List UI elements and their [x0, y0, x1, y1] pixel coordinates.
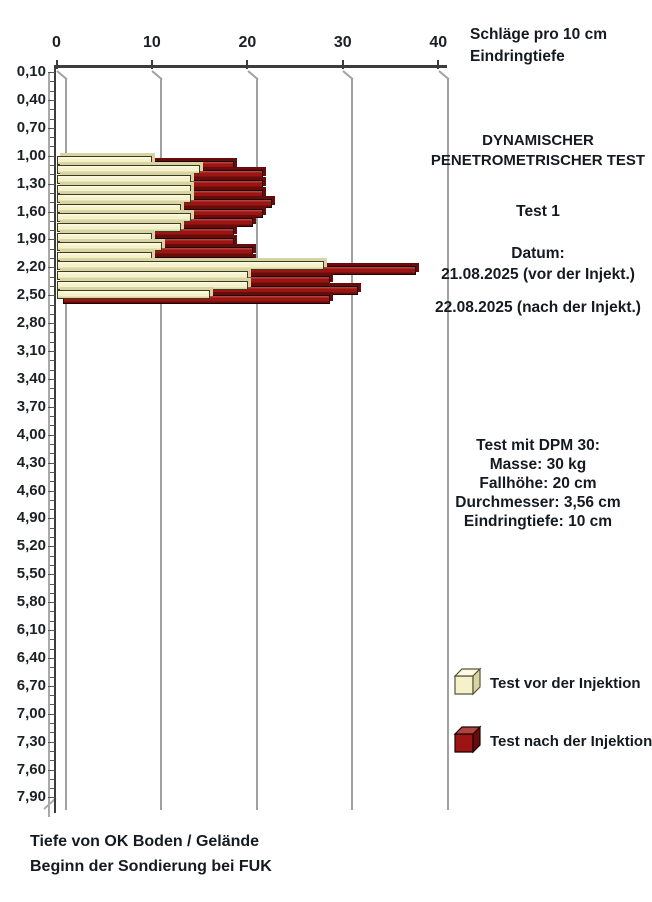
depth-tick [50, 416, 55, 417]
depth-tick [48, 742, 55, 743]
bar-vor-2-40 [57, 281, 248, 290]
x-tick-30 [342, 60, 344, 69]
depth-tick [48, 518, 55, 519]
depth-tick [50, 649, 55, 650]
depth-tick [48, 797, 55, 798]
depth-tick [48, 295, 55, 296]
depth-tick [50, 639, 55, 640]
depth-label-4-00: 4,00 [16, 425, 46, 443]
depth-tick [48, 714, 55, 715]
depth-tick [48, 239, 55, 240]
footer-note-1: Tiefe von OK Boden / Gelände [30, 833, 260, 850]
depth-tick [50, 481, 55, 482]
x-tick-10 [151, 60, 153, 69]
x-tick-label-10: 10 [143, 34, 161, 51]
depth-tick [50, 174, 55, 175]
depth-label-7-30: 7,30 [16, 732, 46, 750]
depth-tick [48, 770, 55, 771]
depth-label-5-50: 5,50 [16, 565, 46, 583]
depth-label-4-90: 4,90 [16, 509, 46, 527]
device-info [424, 436, 652, 531]
depth-tick [50, 370, 55, 371]
depth-tick [48, 184, 55, 185]
depth-tick [50, 593, 55, 594]
depth-tick [48, 658, 55, 659]
depth-tick [50, 565, 55, 566]
cube-icon-before [452, 666, 482, 696]
depth-tick [48, 491, 55, 492]
depth-tick [50, 165, 55, 166]
depth-label-6-40: 6,40 [16, 648, 46, 666]
depth-tick [50, 305, 55, 306]
depth-tick [50, 360, 55, 361]
test-name: Test 1 [516, 203, 560, 220]
depth-tick [48, 407, 55, 408]
x-axis-line [56, 65, 447, 68]
depth-tick [48, 630, 55, 631]
depth-label-1-60: 1,60 [16, 202, 46, 220]
depth-label-0-70: 0,70 [16, 118, 46, 136]
depth-tick [50, 230, 55, 231]
bar-vor-1-60 [57, 204, 181, 213]
bar-vor-1-40 [57, 185, 191, 194]
depth-tick [48, 686, 55, 687]
cube-icon-after [452, 724, 482, 754]
depth-label-4-60: 4,60 [16, 481, 46, 499]
depth-tick [50, 444, 55, 445]
depth-label-1-30: 1,30 [16, 174, 46, 192]
depth-tick [50, 528, 55, 529]
depth-tick [48, 435, 55, 436]
depth-label-3-10: 3,10 [16, 342, 46, 359]
depth-tick [50, 286, 55, 287]
bar-vor-2-00 [57, 242, 162, 251]
depth-tick [48, 351, 55, 352]
depth-tick [50, 760, 55, 761]
depth-label-0-10: 0,10 [16, 63, 46, 80]
depth-tick [50, 704, 55, 705]
depth-tick [50, 388, 55, 389]
depth-tick [48, 212, 55, 213]
depth-tick [50, 537, 55, 538]
depth-tick [50, 695, 55, 696]
legend-label-before: Test vor der Injektion [490, 675, 641, 692]
depth-label-6-70: 6,70 [16, 676, 46, 694]
depth-label-6-10: 6,10 [16, 621, 46, 638]
depth-tick [50, 91, 55, 92]
bar-vor-1-10 [57, 156, 152, 165]
bar-vor-2-50 [57, 290, 210, 299]
y-axis-line [54, 65, 56, 813]
depth-tick [50, 314, 55, 315]
depth-tick [50, 137, 55, 138]
depth-tick [50, 472, 55, 473]
depth-tick [50, 277, 55, 278]
depth-tick [50, 332, 55, 333]
depth-label-5-80: 5,80 [16, 593, 46, 611]
bar-vor-1-70 [57, 213, 191, 222]
depth-tick [50, 453, 55, 454]
depth-label-1-00: 1,00 [16, 146, 46, 164]
bar-vor-1-80 [57, 223, 181, 232]
depth-label-1-90: 1,90 [16, 230, 46, 248]
depth-tick [50, 509, 55, 510]
x-tick-label-30: 30 [333, 34, 352, 51]
bar-vor-1-50 [57, 194, 191, 203]
axis-title-line1: Schläge pro 10 cm [470, 26, 607, 43]
bar-vor-2-20 [57, 261, 324, 270]
depth-tick [50, 202, 55, 203]
depth-tick [50, 146, 55, 147]
bar-vor-2-10 [57, 252, 152, 261]
x-tick-label-20: 20 [238, 34, 257, 51]
depth-tick [50, 621, 55, 622]
date-before-injection: 21.08.2025 (vor der Injekt.) [441, 266, 635, 283]
depth-tick [50, 193, 55, 194]
x-tick-0 [56, 60, 58, 69]
depth-tick [48, 574, 55, 575]
depth-tick [48, 156, 55, 157]
depth-tick [50, 258, 55, 259]
device-info-line2: Masse: 30 kg [489, 456, 587, 473]
depth-label-3-40: 3,40 [16, 369, 46, 387]
depth-tick [48, 602, 55, 603]
device-info-line5: Eindringtiefe: 10 cm [463, 513, 613, 530]
date-after-injection: 22.08.2025 (nach der Injekt.) [435, 299, 641, 316]
depth-tick [48, 72, 55, 73]
x-tick-20 [246, 60, 248, 69]
chart-title-line2: PENETROMETRISCHER TEST [430, 152, 646, 169]
depth-tick [48, 323, 55, 324]
depth-tick [50, 732, 55, 733]
device-info-line4: Durchmesser: 3,56 cm [455, 494, 621, 511]
depth-tick [50, 425, 55, 426]
chart-title-line1: DYNAMISCHER [482, 132, 594, 149]
device-info-line1: Test mit DPM 30: [476, 437, 600, 454]
axis-title-line2: Eindringtiefe [470, 48, 565, 65]
depth-tick [50, 119, 55, 120]
legend-label-after: Test nach der Injektion [490, 733, 652, 750]
depth-tick [50, 779, 55, 780]
device-info-line3: Fallhöhe: 20 cm [479, 475, 597, 492]
depth-label-7-60: 7,60 [16, 760, 46, 778]
depth-tick [48, 100, 55, 101]
depth-label-2-80: 2,80 [16, 314, 46, 332]
depth-tick [48, 267, 55, 268]
x-tick-label-0: 0 [52, 34, 61, 51]
depth-tick [50, 677, 55, 678]
depth-label-4-30: 4,30 [16, 453, 46, 471]
depth-tick [50, 751, 55, 752]
depth-tick [50, 81, 55, 82]
depth-tick [50, 342, 55, 343]
grid-line-30 [351, 78, 353, 810]
depth-label-7-90: 7,90 [16, 788, 46, 806]
depth-tick [50, 221, 55, 222]
depth-tick [50, 500, 55, 501]
chart-title [430, 131, 646, 171]
depth-label-3-70: 3,70 [16, 397, 46, 415]
date-label: Datum: [511, 245, 565, 262]
depth-tick [48, 128, 55, 129]
depth-label-2-20: 2,20 [16, 258, 46, 276]
depth-tick [50, 788, 55, 789]
depth-tick [48, 379, 55, 380]
bar-vor-1-30 [57, 175, 191, 184]
footer-note-2: Beginn der Sondierung bei FUK [30, 858, 272, 875]
x-tick-40 [437, 60, 439, 69]
depth-label-0-40: 0,40 [16, 90, 46, 108]
depth-tick [48, 463, 55, 464]
depth-tick [50, 611, 55, 612]
depth-tick [50, 723, 55, 724]
depth-tick [50, 667, 55, 668]
depth-label-2-50: 2,50 [16, 286, 46, 304]
depth-tick [50, 584, 55, 585]
depth-tick [50, 249, 55, 250]
depth-tick [48, 546, 55, 547]
depth-label-7-00: 7,00 [16, 704, 46, 722]
axis-title [470, 24, 607, 68]
x-tick-label-40: 40 [429, 34, 448, 51]
bar-vor-1-20 [57, 165, 200, 174]
bar-vor-2-30 [57, 271, 248, 280]
depth-tick [50, 398, 55, 399]
depth-tick [50, 556, 55, 557]
bar-vor-1-90 [57, 233, 152, 242]
depth-tick [50, 109, 55, 110]
depth-label-5-20: 5,20 [16, 537, 46, 555]
